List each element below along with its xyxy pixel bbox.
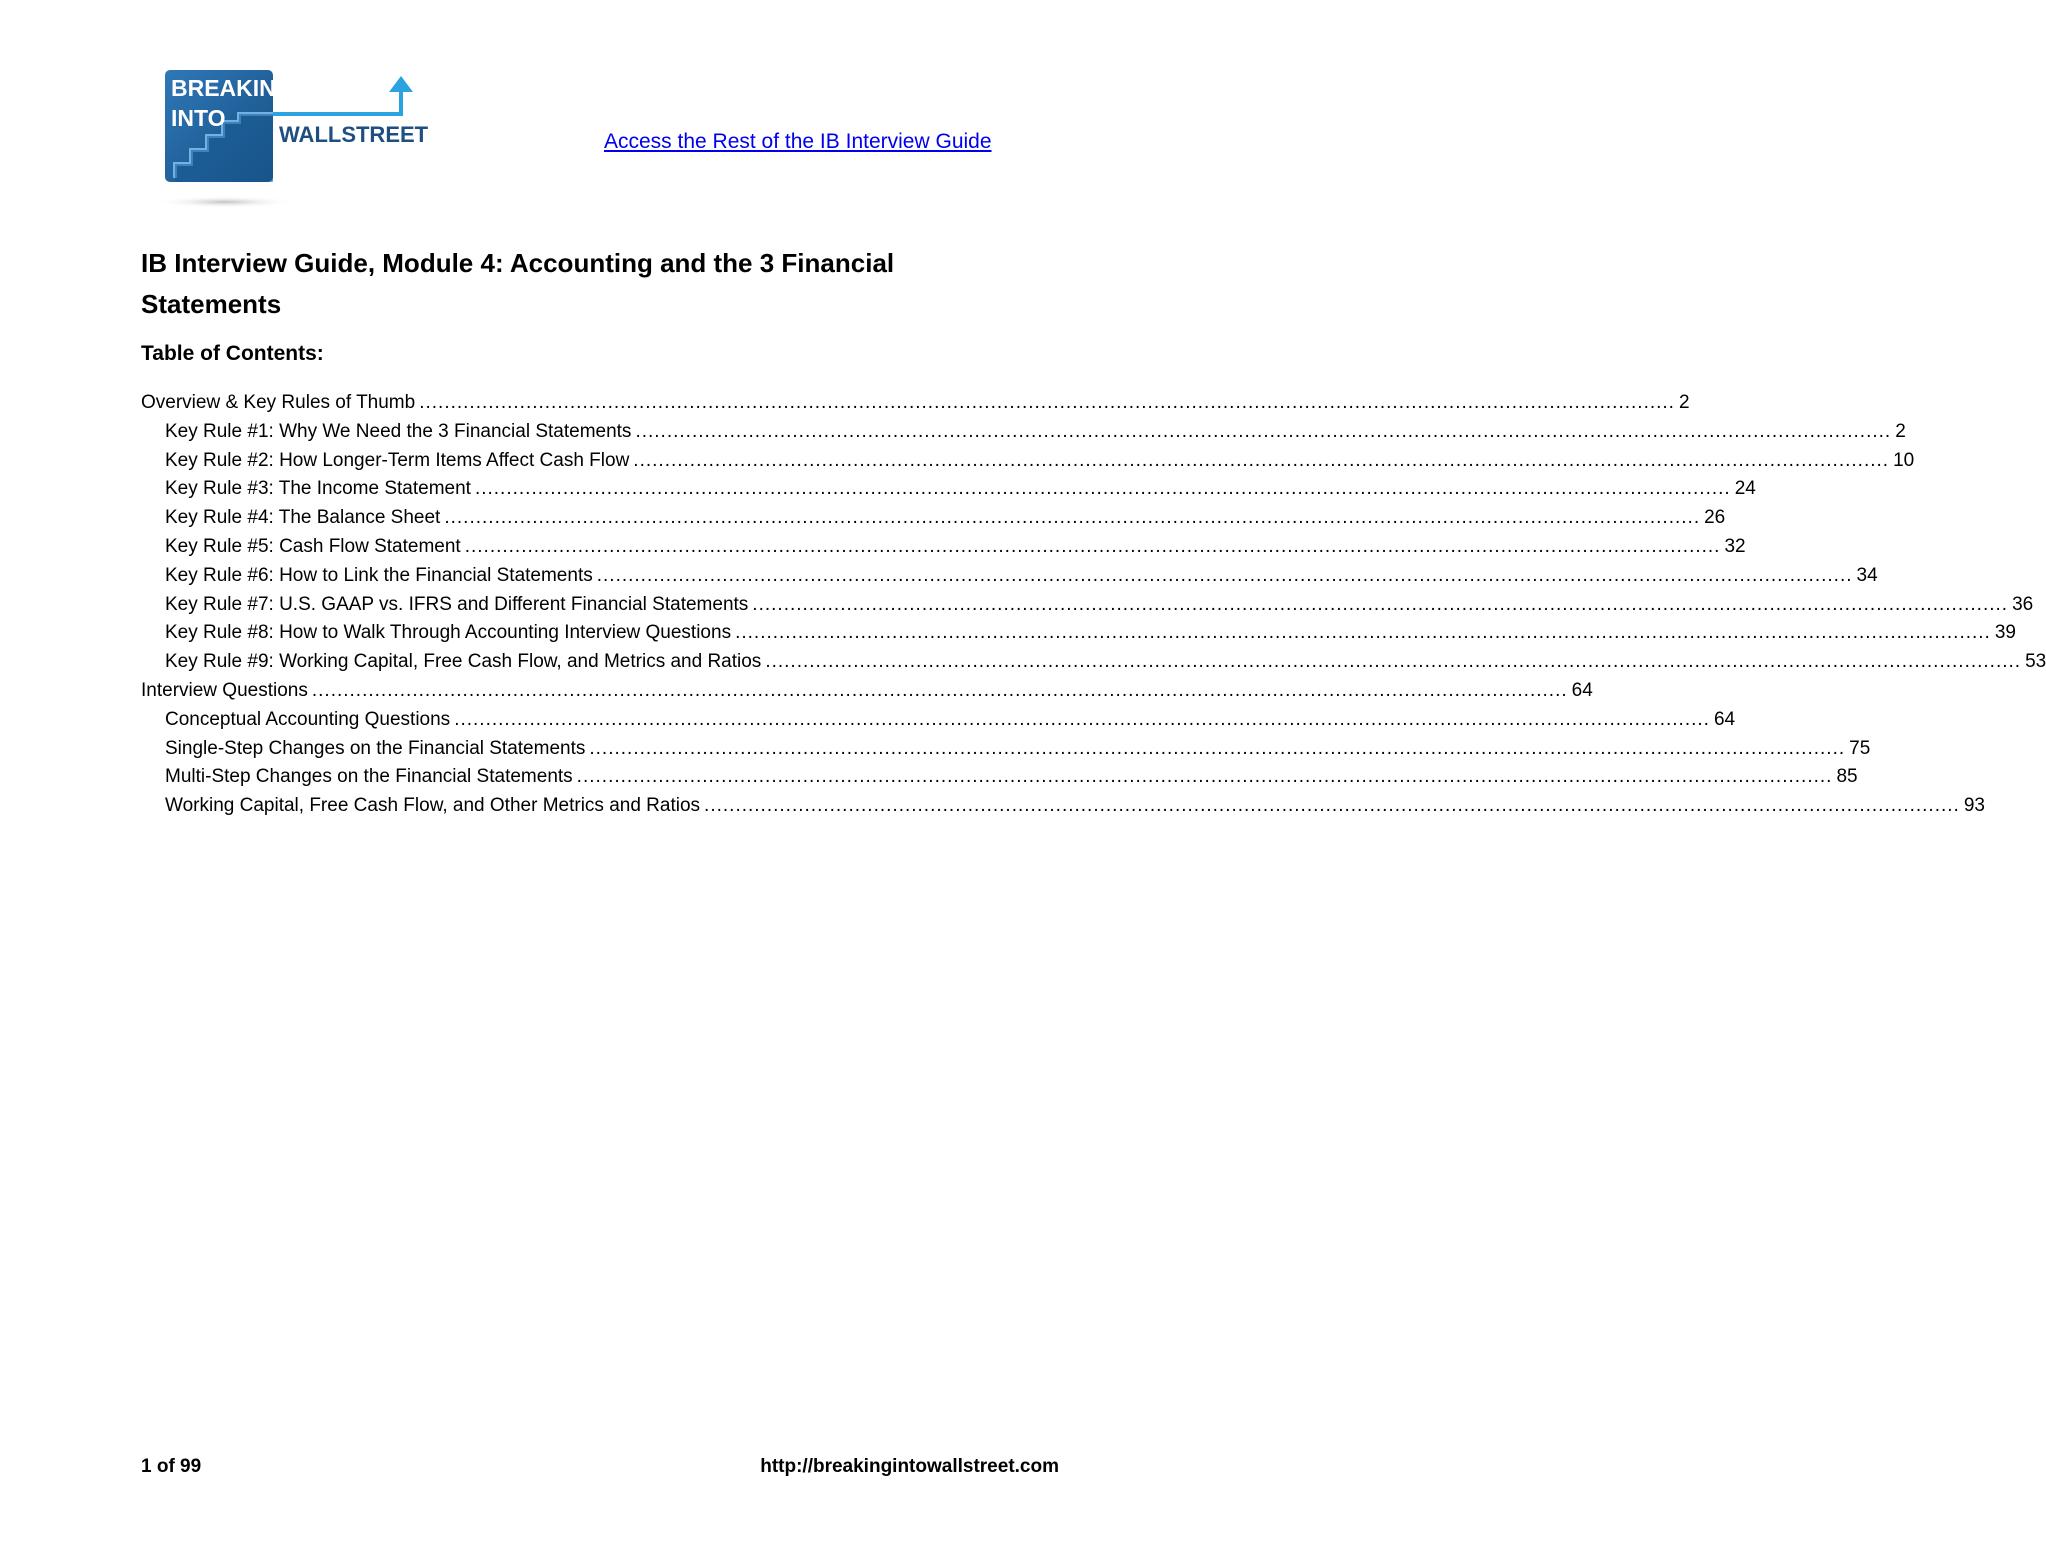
toc-entry-label: Key Rule #1: Why We Need the 3 Financial Statements bbox=[165, 420, 632, 442]
toc-entry-page: 2 bbox=[1678, 392, 1690, 413]
toc-entry[interactable] bbox=[141, 766, 1858, 795]
toc-entry[interactable] bbox=[141, 449, 1915, 479]
toc-entry-page: 75 bbox=[1849, 737, 1871, 759]
toc-leader-dots: ........................................................................................................................................................................................................ bbox=[444, 507, 1701, 529]
toc-entry[interactable] bbox=[141, 679, 1593, 709]
toc-heading: Table of Contents: bbox=[141, 342, 324, 365]
toc-leader-dots: ........................................................................................................................................................................................................ bbox=[474, 478, 1731, 500]
toc-entry[interactable] bbox=[141, 737, 1871, 767]
toc-entry-page: 24 bbox=[1734, 478, 1756, 500]
toc-leader-dots: ........................................................................................................................................................................................................ bbox=[596, 564, 1853, 586]
footer-url[interactable]: http://breakingintowallstreet.com bbox=[760, 1456, 1059, 1477]
toc-entry-label: Key Rule #2: How Longer-Term Items Affect Cash Flow bbox=[165, 449, 630, 471]
toc-entry-label: Conceptual Accounting Questions bbox=[165, 708, 451, 730]
toc-entry-label: Key Rule #8: How to Walk Through Accounting Interview Questions bbox=[165, 622, 732, 644]
toc-entry-page: 53 bbox=[2025, 651, 2046, 673]
toc-entry-page: 39 bbox=[1994, 622, 2016, 644]
toc-entry-page: 93 bbox=[1963, 795, 1985, 817]
toc-entry[interactable] bbox=[141, 708, 1736, 738]
toc-entry[interactable] bbox=[141, 795, 1985, 824]
toc-entry-page: 36 bbox=[2012, 593, 2034, 615]
toc-leader-dots: ........................................................................................................................................................................................................ bbox=[633, 449, 1890, 471]
toc-entry-label: Key Rule #9: Working Capital, Free Cash Flow, and Metrics and Ratios bbox=[165, 651, 762, 673]
toc-entry-page: 34 bbox=[1856, 564, 1878, 586]
toc-leader-dots: ........................................................................................................................................................................................................ bbox=[765, 651, 2022, 673]
toc-entry-label: Interview Questions bbox=[141, 679, 308, 701]
toc-entry-label: Key Rule #4: The Balance Sheet bbox=[165, 507, 441, 529]
toc-entry[interactable] bbox=[141, 593, 2034, 623]
toc-leader-dots: ........................................................................................................................................................................................................ bbox=[311, 679, 1568, 701]
toc-entry[interactable] bbox=[141, 478, 1756, 507]
toc-leader-dots: ........................................................................................................................................................................................................ bbox=[454, 708, 1710, 730]
page-indicator: 1 of 99 bbox=[141, 1456, 202, 1477]
toc-leader-dots: ........................................................................................................................................................................................................ bbox=[704, 795, 1960, 817]
toc-entry-label: Key Rule #6: How to Link the Financial Statements bbox=[165, 564, 593, 586]
toc-leader-dots: ........................................................................................................................................................................................................ bbox=[576, 766, 1833, 788]
toc-entry-label: Key Rule #3: The Income Statement bbox=[165, 478, 471, 500]
logo-text-into: INTO bbox=[171, 105, 226, 131]
toc-entry-label: Key Rule #7: U.S. GAAP vs. IFRS and Different Financial Statements bbox=[165, 593, 749, 615]
toc-entry[interactable] bbox=[141, 622, 2016, 651]
toc-entry-label: Working Capital, Free Cash Flow, and Other Metrics and Ratios bbox=[165, 795, 701, 817]
toc-leader-dots: ........................................................................................................................................................................................................ bbox=[419, 392, 1675, 413]
toc-entry[interactable] bbox=[141, 420, 1906, 450]
breaking-into-wallstreet-logo bbox=[163, 70, 429, 210]
document-title: IB Interview Guide, Module 4: Accounting and the 3 Financial Statements bbox=[141, 248, 895, 319]
toc-entry-page: 2 bbox=[1895, 420, 1906, 442]
toc-leader-dots: ........................................................................................................................................................................................................ bbox=[464, 535, 1721, 557]
access-guide-link[interactable]: Access the Rest of the IB Interview Guide bbox=[604, 130, 992, 153]
toc-entry-page: 32 bbox=[1724, 535, 1746, 557]
toc-leader-dots: ........................................................................................................................................................................................................ bbox=[735, 622, 1991, 644]
toc-entry[interactable] bbox=[141, 564, 1878, 594]
toc-entry-page: 10 bbox=[1893, 449, 1915, 471]
toc-entry[interactable] bbox=[141, 392, 1690, 421]
toc-entry-label: Overview & Key Rules of Thumb bbox=[141, 392, 416, 413]
toc-entry-page: 85 bbox=[1836, 766, 1858, 788]
toc-leader-dots: ........................................................................................................................................................................................................ bbox=[752, 593, 2009, 615]
toc-leader-dots: ........................................................................................................................................................................................................ bbox=[589, 737, 1846, 759]
toc-leader-dots: ........................................................................................................................................................................................................ bbox=[635, 420, 1892, 442]
toc-entry[interactable] bbox=[141, 507, 1726, 536]
toc-entry[interactable] bbox=[141, 651, 2046, 680]
logo-text-breaking: BREAKING bbox=[171, 75, 294, 101]
toc-entry-label: Single-Step Changes on the Financial Statements bbox=[165, 737, 586, 759]
toc-entry[interactable] bbox=[141, 535, 1746, 565]
logo-text-wallstreet: WALLSTREET bbox=[279, 122, 429, 147]
table-of-contents bbox=[141, 392, 2046, 824]
toc-entry-label: Key Rule #5: Cash Flow Statement bbox=[165, 535, 461, 557]
toc-entry-page: 64 bbox=[1713, 708, 1736, 730]
toc-entry-label: Multi-Step Changes on the Financial Statements bbox=[165, 766, 573, 788]
toc-entry-page: 26 bbox=[1704, 507, 1726, 529]
toc-entry-page: 64 bbox=[1571, 679, 1593, 701]
